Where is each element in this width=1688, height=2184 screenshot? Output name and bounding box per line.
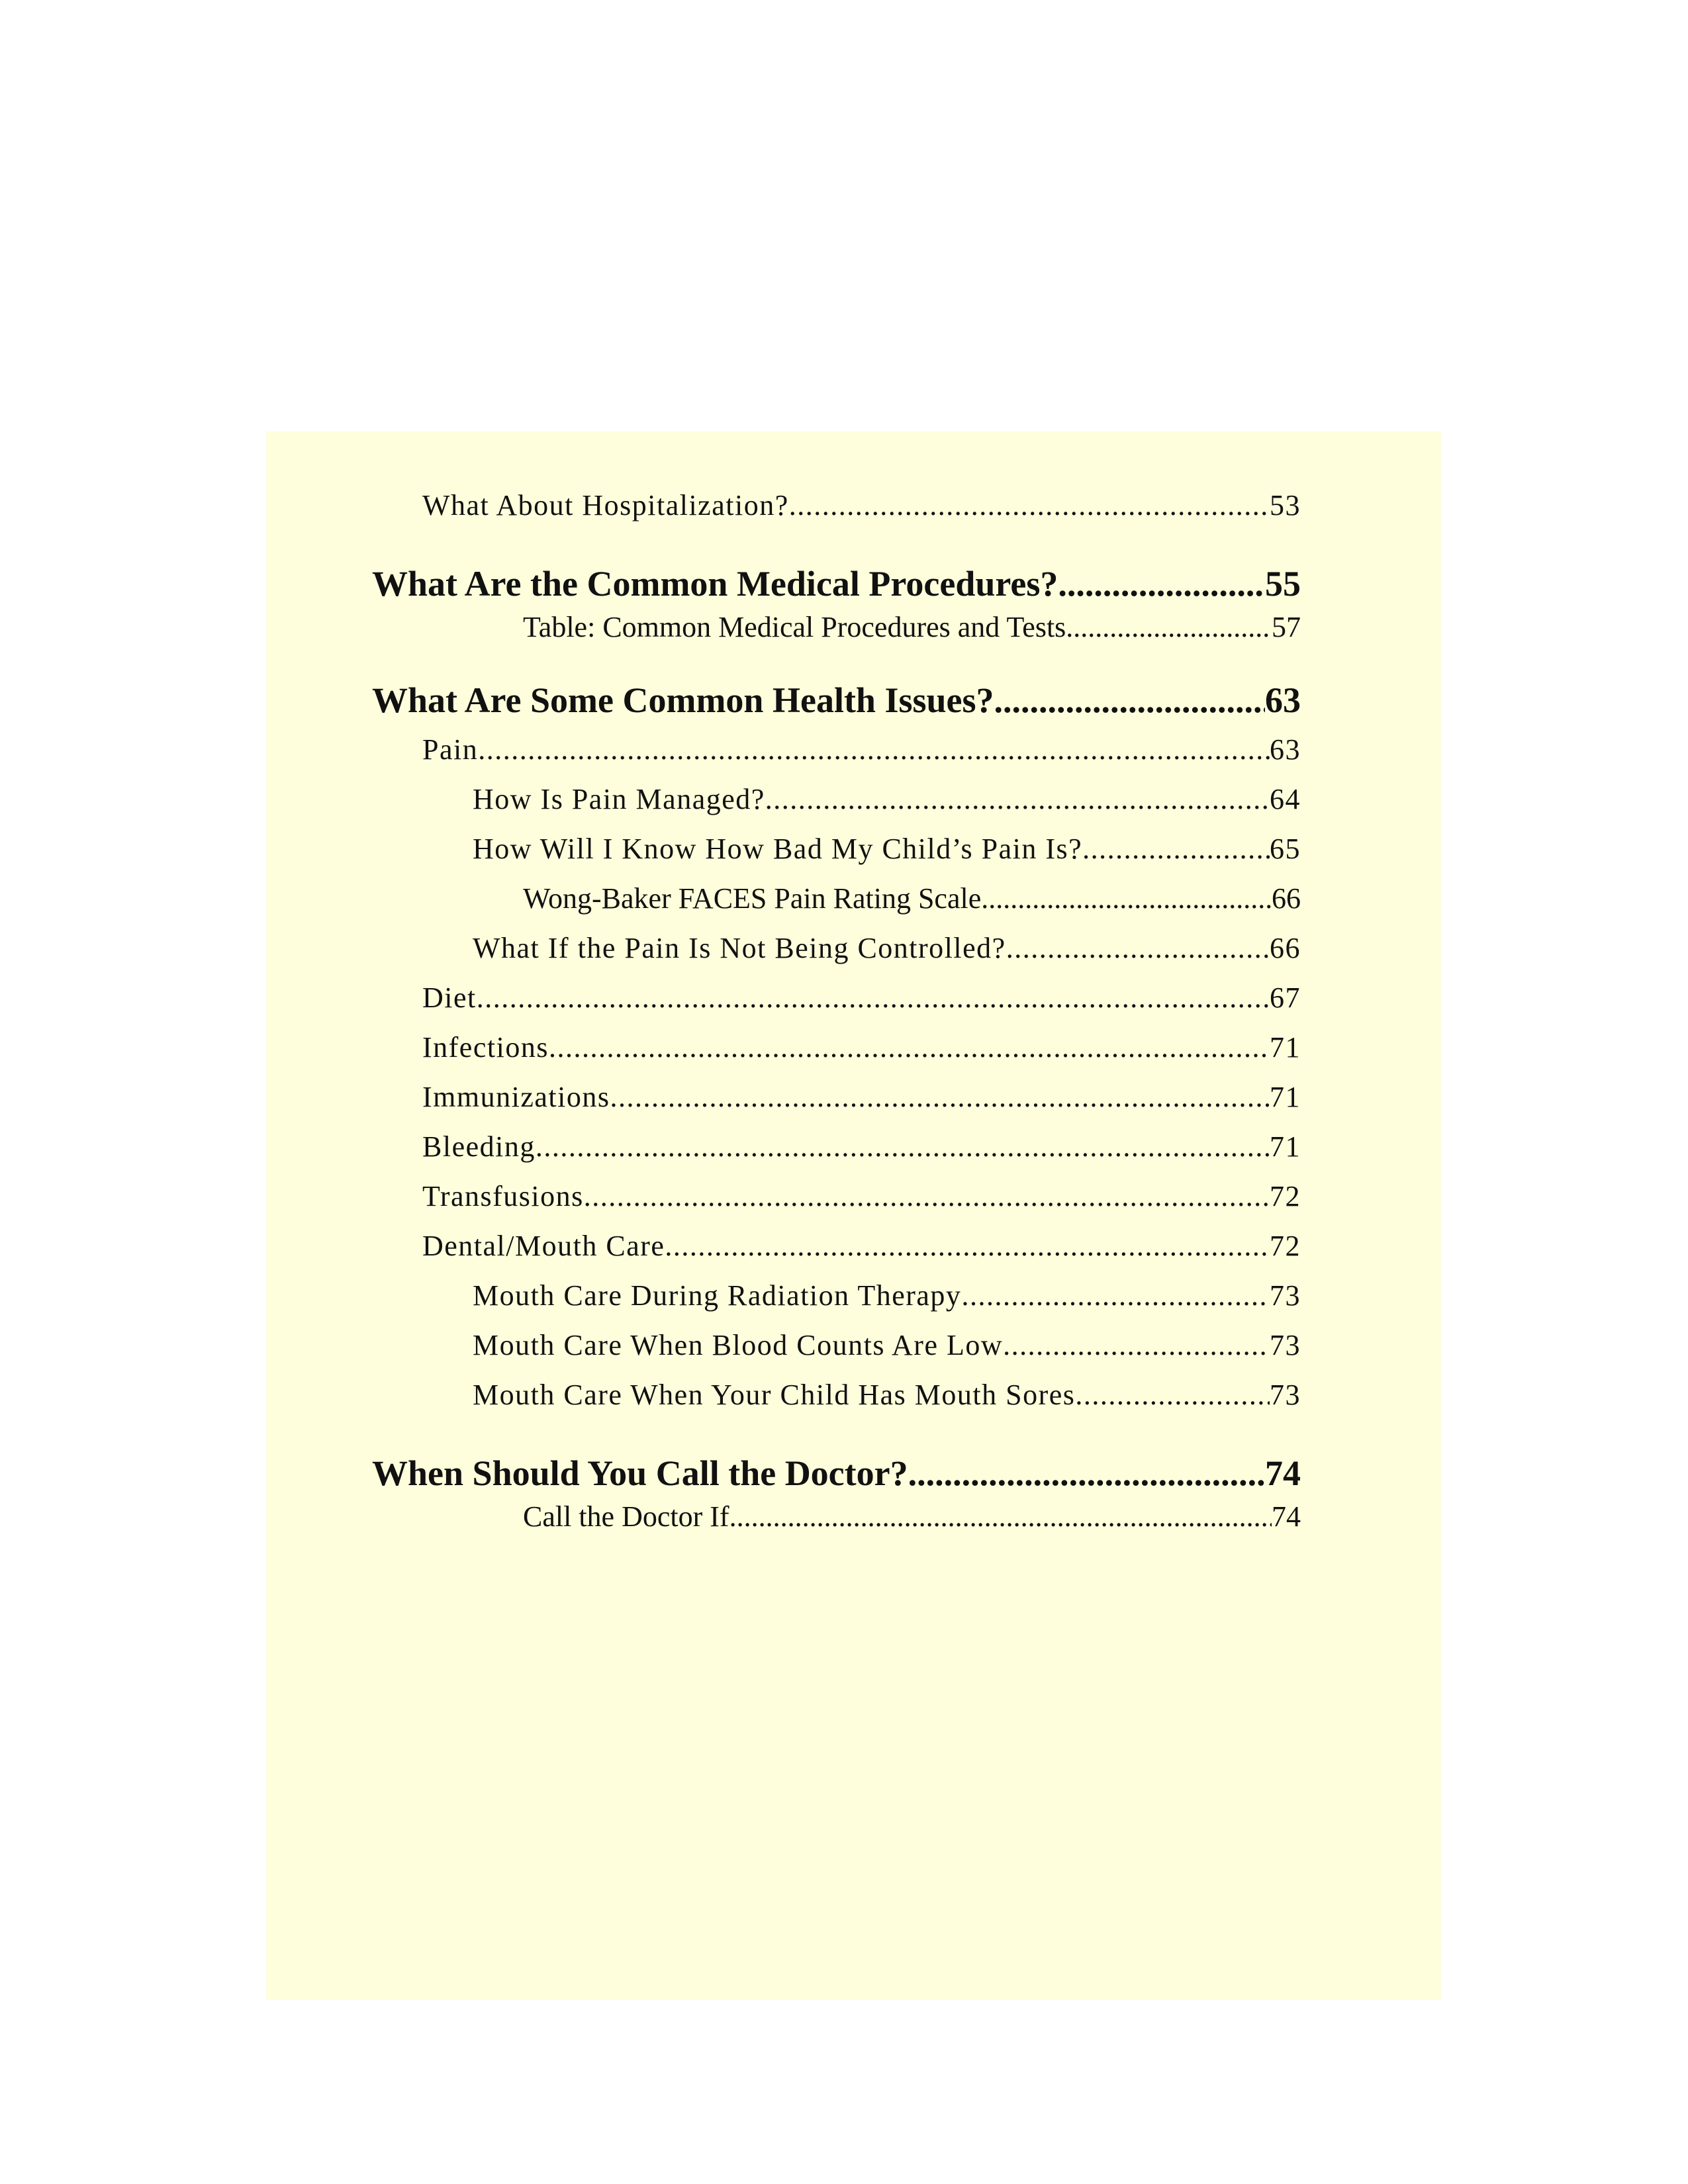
dot-leader — [729, 1498, 1272, 1536]
toc-entry-hospitalization[interactable] — [372, 480, 1301, 530]
dot-leader — [610, 1072, 1270, 1122]
toc-entry-page: 53 — [1270, 489, 1301, 522]
dot-leader — [584, 1171, 1270, 1221]
toc-entry-title: Mouth Care During Radiation Therapy — [473, 1279, 962, 1312]
dot-leader — [1075, 1370, 1270, 1420]
toc-entry-page: 74 — [1272, 1500, 1301, 1533]
toc-entry-page: 72 — [1270, 1230, 1301, 1262]
toc-entry-page: 67 — [1270, 981, 1301, 1014]
dot-leader — [961, 1271, 1270, 1320]
toc-heading-common-medical-procedures[interactable] — [372, 559, 1301, 608]
dot-leader — [981, 874, 1272, 923]
toc-entry-bleeding[interactable] — [372, 1122, 1301, 1171]
toc-entry-pain-managed[interactable] — [372, 774, 1301, 824]
toc-entry-page: 73 — [1270, 1279, 1301, 1312]
toc-entry-page: 71 — [1270, 1081, 1301, 1113]
dot-leader — [908, 1449, 1265, 1498]
toc-entry-page: 74 — [1265, 1453, 1301, 1493]
toc-entry-title: What About Hospitalization? — [422, 489, 789, 522]
toc-entry-title: Bleeding — [422, 1130, 536, 1163]
toc-entry-faces-scale[interactable] — [372, 874, 1301, 923]
toc-entry-title: Wong-Baker FACES Pain Rating Scale — [523, 882, 982, 915]
toc-entry-title: What If the Pain Is Not Being Controlled? — [473, 932, 1006, 964]
toc-entry-pain-severity[interactable] — [372, 824, 1301, 874]
toc-entry-page: 72 — [1270, 1180, 1301, 1212]
toc-entry-page: 73 — [1270, 1329, 1301, 1361]
toc-entry-title: Infections — [422, 1031, 549, 1064]
toc-entry-transfusions[interactable] — [372, 1171, 1301, 1221]
dot-leader — [1006, 923, 1270, 973]
dot-leader — [477, 973, 1270, 1023]
toc-entry-pain-not-controlled[interactable] — [372, 923, 1301, 973]
dot-leader — [789, 480, 1270, 530]
dot-leader — [665, 1221, 1270, 1271]
toc-entry-title: Call the Doctor If — [523, 1500, 729, 1533]
toc-heading-call-doctor[interactable] — [372, 1449, 1301, 1498]
table-of-contents — [372, 471, 1301, 1536]
toc-entry-dental-mouth-care[interactable] — [372, 1221, 1301, 1271]
toc-entry-title: Transfusions — [422, 1180, 584, 1212]
toc-entry-page: 73 — [1270, 1379, 1301, 1411]
dot-leader — [1003, 1320, 1270, 1370]
toc-entry-page: 71 — [1270, 1130, 1301, 1163]
dot-leader — [1082, 824, 1270, 874]
toc-entry-page: 63 — [1270, 733, 1301, 766]
toc-entry-infections[interactable] — [372, 1023, 1301, 1072]
toc-entry-page: 63 — [1265, 680, 1301, 720]
toc-entry-title: How Will I Know How Bad My Child’s Pain Is? — [473, 833, 1083, 865]
toc-entry-page: 64 — [1270, 783, 1301, 815]
toc-entry-mouth-sores[interactable] — [372, 1370, 1301, 1420]
toc-entry-page: 66 — [1272, 882, 1301, 915]
toc-entry-title: Table: Common Medical Procedures and Tests — [523, 611, 1066, 643]
toc-entry-title: When Should You Call the Doctor? — [372, 1453, 908, 1493]
toc-entry-page: 66 — [1270, 932, 1301, 964]
toc-entry-mouth-care-radiation[interactable] — [372, 1271, 1301, 1320]
toc-entry-title: What Are the Common Medical Procedures? — [372, 564, 1058, 604]
toc-entry-title: What Are Some Common Health Issues? — [372, 680, 994, 720]
dot-leader — [478, 725, 1270, 774]
toc-heading-common-health-issues[interactable] — [372, 676, 1301, 725]
toc-entry-title: How Is Pain Managed? — [473, 783, 765, 815]
toc-entry-title: Diet — [422, 981, 477, 1014]
dot-leader — [549, 1023, 1270, 1072]
toc-entry-pain[interactable] — [372, 725, 1301, 774]
toc-entry-immunizations[interactable] — [372, 1072, 1301, 1122]
toc-entry-title: Pain — [422, 733, 479, 766]
toc-entry-title: Dental/Mouth Care — [422, 1230, 665, 1262]
toc-entry-procedures-table[interactable] — [372, 608, 1301, 647]
dot-leader — [994, 676, 1265, 725]
dot-leader — [536, 1122, 1270, 1171]
toc-entry-page: 57 — [1272, 611, 1301, 643]
dot-leader — [1066, 608, 1272, 647]
dot-leader — [765, 774, 1270, 824]
toc-panel — [266, 432, 1441, 2000]
toc-entry-page: 71 — [1270, 1031, 1301, 1064]
toc-entry-title: Immunizations — [422, 1081, 610, 1113]
toc-entry-title: Mouth Care When Blood Counts Are Low — [473, 1329, 1004, 1361]
toc-entry-title: Mouth Care When Your Child Has Mouth Sores — [473, 1379, 1076, 1411]
dot-leader — [1058, 559, 1265, 608]
toc-entry-page: 55 — [1265, 564, 1301, 604]
toc-entry-page: 65 — [1270, 833, 1301, 865]
toc-entry-mouth-care-low-counts[interactable] — [372, 1320, 1301, 1370]
toc-entry-diet[interactable] — [372, 973, 1301, 1023]
toc-entry-call-doctor-if[interactable] — [372, 1498, 1301, 1536]
